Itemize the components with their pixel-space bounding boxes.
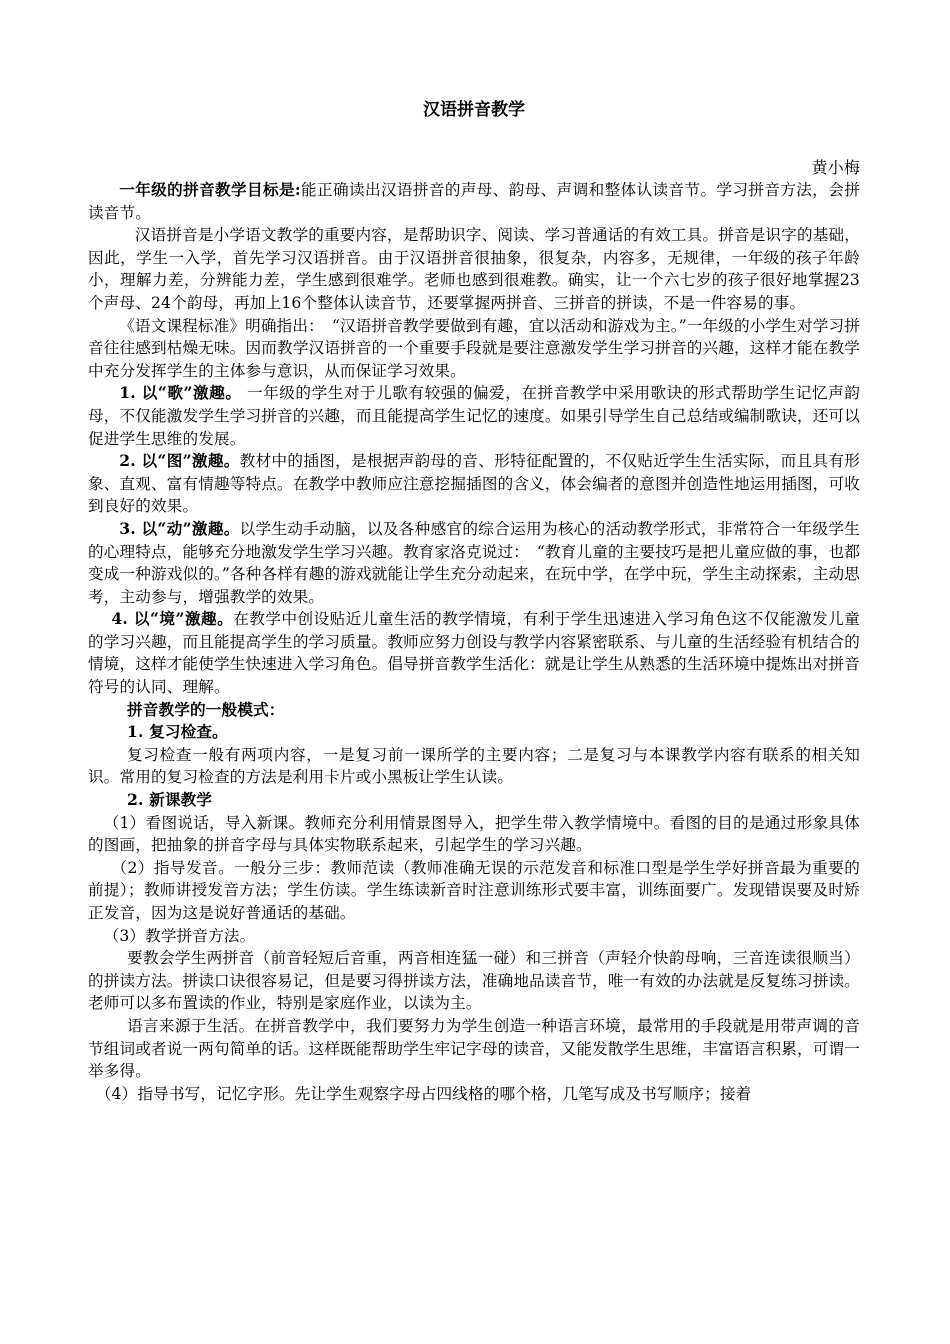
goal-label: 一年级的拼音教学目标是: [119,180,301,199]
section-song-text: 一年级的学生对于儿歌有较强的偏爱，在拼音教学中采用歌诀的形式帮助学生记忆声韵母，不仅能激发学生学习拼音的兴趣，而且能提高学生记忆的速度。如果引导学生自己总结或编制歌诀，还可以促进学生思维的发展。 [88,384,860,448]
step-writing: （4）指导书写，记忆字形。先让学生观察字母占四线格的哪个格，几笔写成及书写顺序；接着 [95,1084,752,1103]
section-picture-label: 2. 以“图”激趣。 [119,451,240,471]
section-action-label: 3. 以“动”激趣。 [119,518,240,538]
step-pronunciation: （2）指导发音。一般分三步：教师范读（教师准确无误的示范发音和标准口型是学生学好拼音最为重要的前提）；教师讲授发音方法；学生仿读。学生练读新音时注意训练形式要丰富，训练面要广。发现错误要及时矫正发音，因为这是说好普通话的基础。 [88,858,860,922]
section-picture [88,450,860,518]
review-paragraph: 复习检查一般有两项内容，一是复习前一课所学的主要内容；二是复习与本课教学内容有联系的相关知识。常用的复习检查的方法是利用卡片或小黑板让学生认读。 [88,745,860,787]
new-lesson-heading: 2. 新课教学 [127,790,213,810]
section-action [88,518,860,608]
paragraph-intro: 汉语拼音是小学语文教学的重要内容，是帮助识字、阅读、学习普通话的有效工具。拼音是识字的基础，因此，学生一入学，首先学习汉语拼音。由于汉语拼音很抽象，很复杂，内容多，无规律，一年级的孩子年龄小，理解力差，分辨能力差，学生感到很难学。老师也感到很难教。确实，让一个六七岁的孩子很好地掌握23个声母、24个韵母，再加上16个整体认读音节，还要掌握两拼音、三拼音的拼读，不是一件容易的事。 [88,226,860,312]
document-title: 汉语拼音教学 [423,100,525,120]
author-name: 黄小梅 [811,158,860,177]
goal-text: 能正确读出汉语拼音的声母、韵母、声调和整体认读音节。学习拼音方法，会拼读音节。 [88,181,860,222]
review-heading: 1. 复习检查。 [127,722,228,742]
goal-paragraph [88,179,860,224]
step-spelling-method: （3）教学拼音方法。 [103,926,256,945]
section-song-label: 1. 以“歌”激趣。 [119,383,242,403]
section-context-label: 4. 以“境”激趣。 [111,609,234,629]
section-action-text: 以学生动手动脑，以及各种感官的综合运用为核心的活动教学形式，非常符合一年级学生的心理特点，能够充分地激发学生学习兴趣。教育家洛克说过： “教育儿童的主要技巧是把儿童应做的事，也都变成一种游戏似的。”各种各样有趣的游戏就能让学生充分动起来，在玩中学，在学中玩，学生主动探索，主动思考，主动参与，增强教学的效果。 [88,519,860,606]
section-context [88,608,860,698]
section-picture-text: 教材中的插图，是根据声韵母的音、形特征配置的，不仅贴近学生生活实际，而且具有形象、直观、富有情趣等特点。在教学中教师应注意挖掘插图的含义，体会编者的意图并创造性地运用插图，可收到良好的效果。 [88,452,860,516]
step-picture-talk: （1）看图说话，导入新课。教师充分利用情景图导入，把学生带入教学情境中。看图的目的是通过形象具体的图画，把抽象的拼音字母与具体实物联系起来，引起学生的学习兴趣。 [88,813,860,855]
paragraph-standard: 《语文课程标准》明确指出： “汉语拼音教学要做到有趣，宜以活动和游戏为主。”一年级的小学生对学习拼音往往感到枯燥无味。因而教学汉语拼音的一个重要手段就是要注意激发学生学习拼音的兴趣，这样才能在教学中充分发挥学生的主体参与意识，从而保证学习效果。 [88,316,860,380]
section-song [88,382,860,450]
spelling-method-paragraph: 要教会学生两拼音（前音轻短后音重，两音相连猛一碰）和三拼音（声轻介快韵母响，三音连读很顺当）的拼读方法。拼读口诀很容易记，但是要习得拼读方法，准确地品读音节，唯一有效的办法就是反复练习拼读。老师可以多布置读的作业，特别是家庭作业，以读为主。 [88,949,860,1013]
document-page [88,98,860,1105]
language-paragraph: 语言来源于生活。在拼音教学中，我们要努力为学生创造一种语言环境，最常用的手段就是用带声调的音节组词或者说一两句简单的话。这样既能帮助学生牢记字母的读音，又能发散学生思维，丰富语言积累，可谓一举多得。 [88,1016,860,1081]
section-context-text: 在教学中创设贴近儿童生活的教学情境，有利于学生迅速进入学习角色这不仅能激发儿童的学习兴趣，而且能提高学生的学习质量。教师应努力创设与教学内容紧密联系、与儿童的生活经验有机结合的情境，这样才能使学生快速进入学习角色。倡导拼音教学生活化：就是让学生从熟悉的生活环境中提炼出对拼音符号的认同、理解。 [88,610,860,697]
mode-heading: 拼音教学的一般模式： [127,699,285,719]
